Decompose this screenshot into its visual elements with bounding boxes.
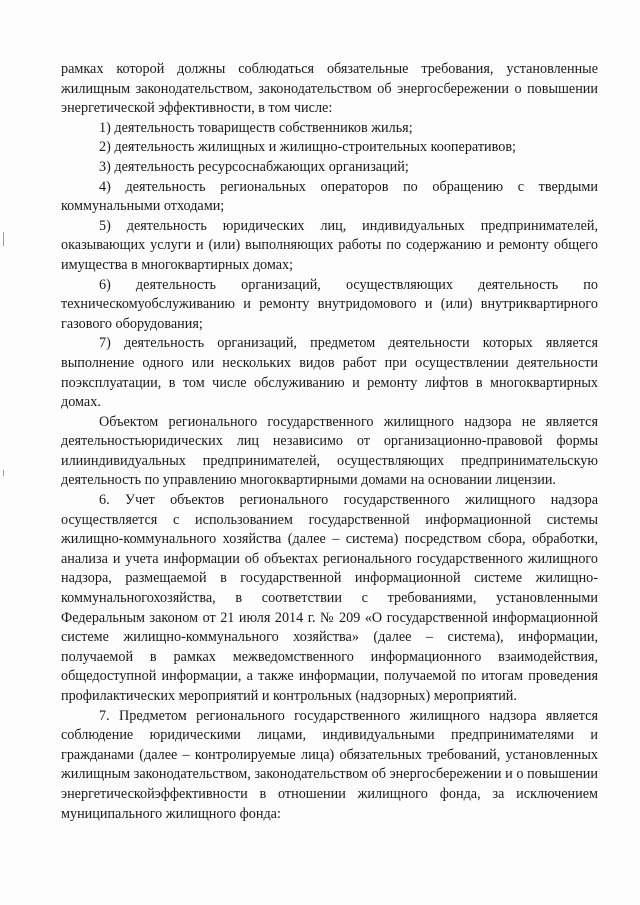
paragraph: 2) деятельность жилищных и жилищно-строительных кооперативов;: [99, 139, 516, 156]
paragraph: 4) деятельность региональных операторов по обращению с твердыми коммунальными отходами;: [61, 178, 598, 215]
paragraph: 1) деятельность товариществ собственников жилья;: [99, 119, 413, 136]
scan-edge-mark: [3, 232, 4, 246]
paragraph: 6. Учет объектов регионального государственного жилищного надзора осуществляется с использованием государственной информационной системы жилищно-коммунального хозяйства (далее – система) посредством сбора, обработки, анализа и учета информации об объектах регионального государственного жилищного надзора, размещаемой в государственной информационной системе жилищно-коммунальногохозяйства, в соответствии с требованиями, установленными Федеральным законом от 21 июля 2014 г. № 209 «О государственной информационной системе жилищно-коммунального хозяйства» (далее – система), информации, получаемой в рамках межведомственного информационного взаимодействия, общедоступной информации, а также информации, получаемой по итогам проведения профилактических мероприятий и контрольных (надзорных) мероприятий.: [61, 492, 598, 704]
paragraph: 6) деятельность организаций, осуществляющих деятельность по техническомуобслуживанию и ремонту внутридомового и (или) внутриквартирного газового оборудования;: [61, 276, 598, 332]
paragraph: 5) деятельность юридических лиц, индивидуальных предпринимателей, оказывающих услуги и (или) выполняющих работы по содержанию и ремонту общего имущества в многоквартирных домах;: [61, 217, 598, 273]
paragraph: 3) деятельность ресурсоснабжающих организаций;: [99, 158, 409, 175]
paragraph: рамках которой должны соблюдаться обязательные требования, установленные жилищным законодательством, законодательством об энергосбережении о повышении энергетической эффективности, в том числе:: [61, 61, 598, 117]
paragraph: 7. Предметом регионального государственного жилищного надзора является соблюдение юридическими лицами, индивидуальными предпринимателями и гражданами (далее – контролируемые лица) обязательных требований, установленных жилищным законодательством, законодательством об энергосбережении и о повышении энергетическойэффективности в отношении жилищного фонда, за исключением муниципального жилищного фонда:: [61, 707, 598, 822]
document-body: [61, 60, 598, 824]
paragraph: Объектом регионального государственного жилищного надзора не является деятельностьюридических лиц независимо от организационно-правовой формы илииндивидуальных предпринимателей, осуществляющих предпринимательскую деятельность по управлению многоквартирными домами на основании лицензии.: [61, 413, 598, 489]
scan-edge-mark: [3, 470, 4, 476]
paragraph: 7) деятельность организаций, предметом деятельности которых является выполнение одного или нескольких видов работ при осуществлении деятельности поэксплуатации, в том числе обслуживанию и ремонту лифтов в многоквартирных домах.: [61, 335, 598, 411]
